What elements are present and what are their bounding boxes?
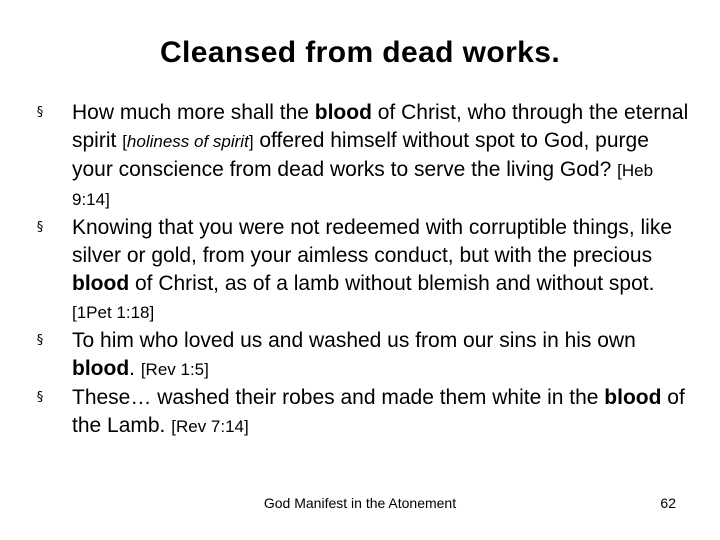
emphasized-word: blood (72, 272, 130, 295)
emphasized-word: blood (314, 101, 372, 124)
bracket-close: ] (248, 132, 254, 151)
bullet-item (32, 327, 692, 384)
scripture-reference: [Rev 1:5] (140, 360, 209, 379)
bullet-marker-icon: § (36, 390, 44, 405)
bullet-item (32, 99, 692, 214)
emphasized-word: blood (72, 357, 130, 380)
slide-title: Cleansed from dead works. (159, 36, 561, 69)
emphasized-word: blood (604, 386, 662, 409)
bullet-marker-icon: § (36, 333, 44, 348)
bullet-marker-icon: § (36, 220, 44, 235)
scripture-reference: [Rev 7:14] (171, 417, 249, 436)
bullet-text: of the Lamb. (72, 386, 685, 437)
footer-title: God Manifest in the Atonement (263, 495, 457, 511)
bullet-list (32, 99, 692, 441)
bullet-text: of Christ, who through the eternal spirit (72, 101, 689, 152)
bullet-text: How much more shall the (72, 101, 315, 124)
bracket-note: holiness of spirit (126, 132, 249, 151)
scripture-reference: [1Pet 1:18] (72, 303, 155, 322)
bullet-item (32, 214, 692, 327)
bullet-item (32, 384, 692, 441)
scripture-reference: [Heb 9:14] (72, 161, 654, 209)
bullet-text: Knowing that you were not redeemed with corruptible things, like silver or gold, from your aimless conduct, but with the precious (72, 216, 672, 267)
bullet-marker-icon: § (36, 105, 44, 120)
bullet-text: To him who loved us and washed us from our sins in his own (72, 329, 636, 352)
bullet-text: These… washed their robes and made them white in the (72, 386, 605, 409)
page-number: 62 (660, 495, 676, 511)
bullet-text: of Christ, as of a lamb without blemish and without spot. (129, 272, 655, 295)
bullet-text: offered himself without spot to God, purge your conscience from dead works to serve the living God? (72, 129, 649, 181)
bracket-open: [ (122, 132, 127, 151)
bullet-text: . (129, 357, 141, 380)
